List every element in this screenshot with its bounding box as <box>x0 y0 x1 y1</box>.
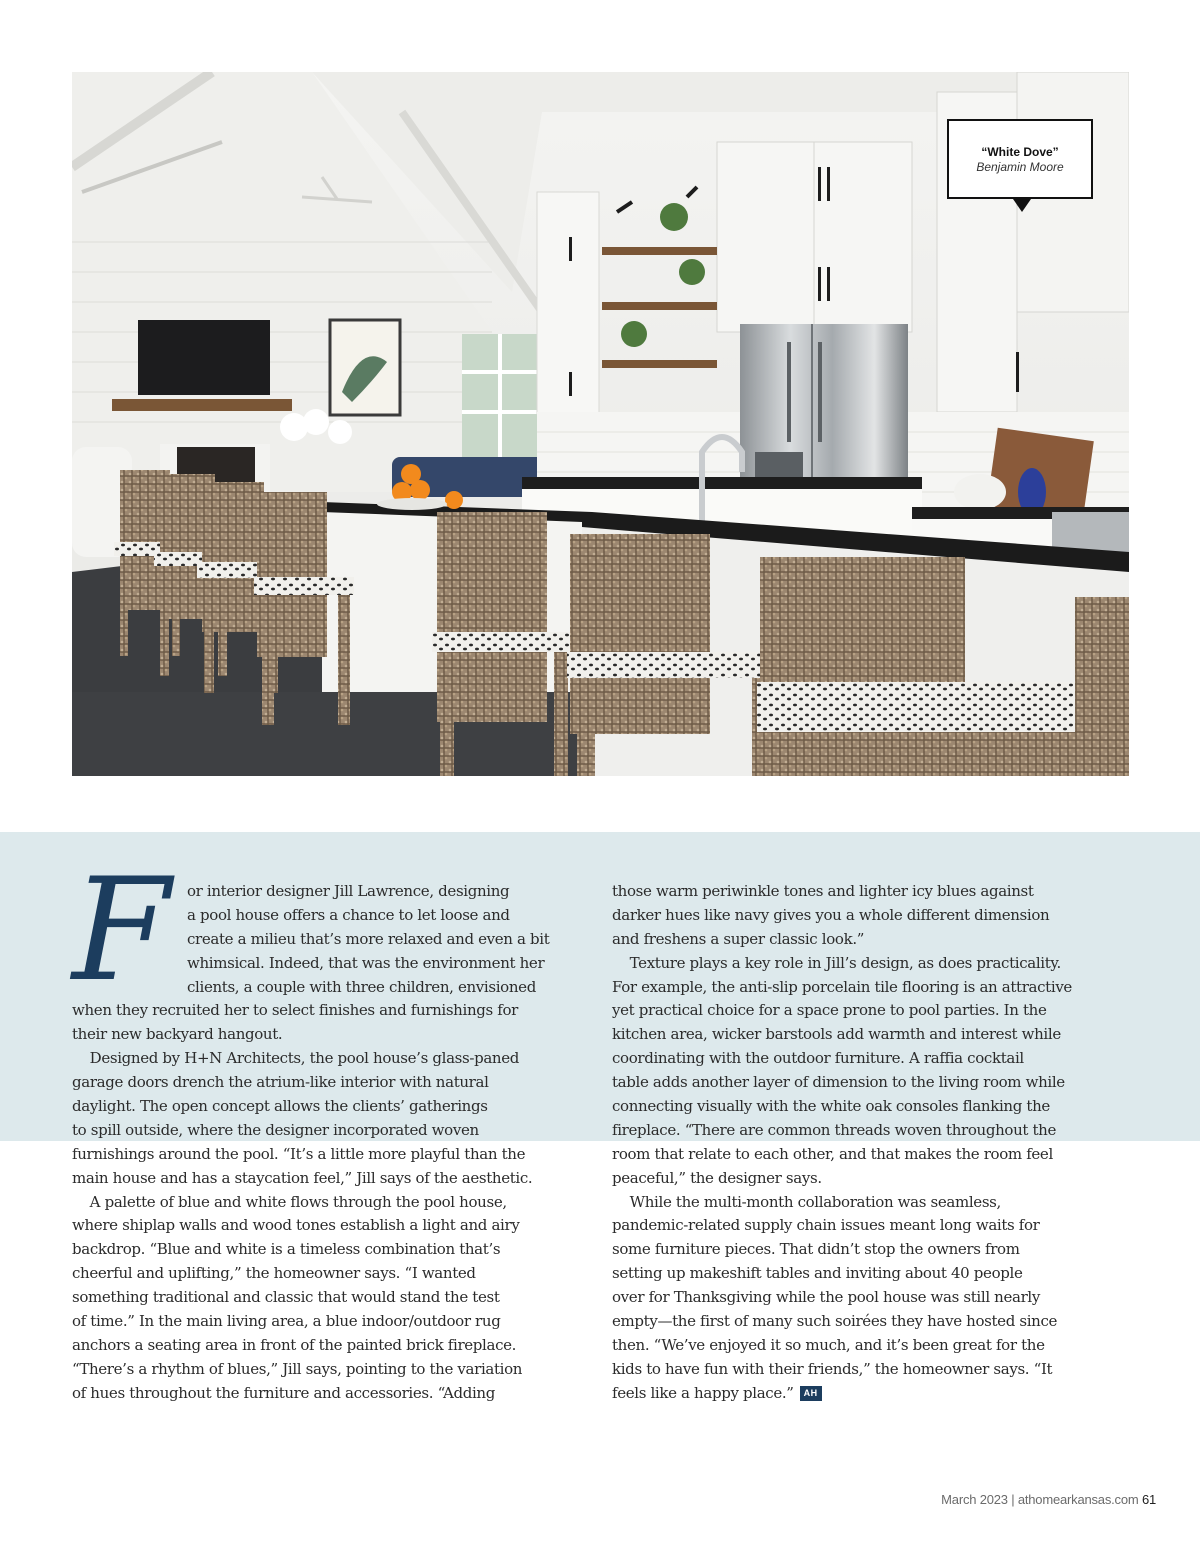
article-line: then. “We’ve enjoyed it so much, and it’s been great for the <box>612 1335 1045 1354</box>
article-line: to spill outside, where the designer incorporated woven <box>72 1120 479 1139</box>
article-line: backdrop. “Blue and white is a timeless combination that’s <box>72 1240 501 1259</box>
article-line: pandemic-related supply chain issues meant long waits for <box>612 1216 1040 1235</box>
article-line: While the multi-month collaboration was seamless, <box>612 1192 1001 1211</box>
article-line: when they recruited her to select finishes and furnishings for <box>72 1001 518 1020</box>
paint-brand: Benjamin Moore <box>976 160 1064 174</box>
article-line: cheerful and uplifting,” the homeowner says. “I wanted <box>72 1264 476 1283</box>
article-line: coordinating with the outdoor furniture. A raffia cocktail <box>612 1049 1024 1068</box>
article-line: anchors a seating area in front of the painted brick fireplace. <box>72 1335 517 1354</box>
article-line: Designed by H+N Architects, the pool house’s glass-paned <box>72 1049 520 1068</box>
article-line: daylight. The open concept allows the clients’ gatherings <box>72 1097 488 1116</box>
article-line: setting up makeshift tables and inviting about 40 people <box>612 1264 1023 1283</box>
article-line: a pool house offers a chance to let loose and <box>187 905 510 924</box>
article-line: garage doors drench the atrium-like interior with natural <box>72 1073 489 1092</box>
article-line: create a milieu that’s more relaxed and even a bit <box>187 929 550 948</box>
paint-color-name: “White Dove” <box>981 145 1059 159</box>
article-line: those warm periwinkle tones and lighter icy blues against <box>612 882 1034 900</box>
article-line: furnishings around the pool. “It’s a little more playful than the <box>72 1144 526 1163</box>
article-line: and freshens a super classic look.” <box>612 929 865 948</box>
article-line: fireplace. “There are common threads woven throughout the <box>612 1120 1056 1139</box>
drop-cap: F <box>72 848 171 1013</box>
article-line: For example, the anti-slip porcelain tile flooring is an attractive <box>612 977 1072 996</box>
article-line-last <box>612 1382 1130 1406</box>
article-line: table adds another layer of dimension to the living room while <box>612 1073 1065 1092</box>
callout-pointer <box>1013 199 1031 212</box>
article-line: peaceful,” the designer says. <box>612 1168 822 1187</box>
article-line: where shiplap walls and wood tones establish a light and airy <box>72 1216 520 1235</box>
article-column-left <box>72 880 590 1406</box>
article-line: main house and has a staycation feel,” Jill says of the aesthetic. <box>72 1168 533 1187</box>
article-line: kitchen area, wicker barstools add warmth and interest while <box>612 1025 1061 1044</box>
page-number: 61 <box>1141 1492 1156 1507</box>
article-line: some furniture pieces. That didn’t stop the owners from <box>612 1240 1020 1259</box>
article-line: of time.” In the main living area, a blue indoor/outdoor rug <box>72 1312 501 1331</box>
article-line-text: feels like a happy place.” <box>612 1383 794 1402</box>
article-line: connecting visually with the white oak consoles flanking the <box>612 1097 1050 1116</box>
end-mark-badge: AH <box>800 1386 822 1401</box>
article-line: yet practical choice for a space prone to pool parties. In the <box>612 1001 1047 1020</box>
article-line: Texture plays a key role in Jill’s design, as does practicality. <box>612 953 1061 972</box>
article-line: whimsical. Indeed, that was the environment her <box>187 953 545 972</box>
article-line: something traditional and classic that would stand the test <box>72 1288 500 1307</box>
article-line: over for Thanksgiving while the pool house was still nearly <box>612 1288 1041 1307</box>
article-line: or interior designer Jill Lawrence, designing <box>187 882 510 900</box>
article-line: A palette of blue and white flows through the pool house, <box>72 1192 507 1211</box>
article-line: their new backyard hangout. <box>72 1025 283 1044</box>
article-line: room that relate to each other, and that makes the room feel <box>612 1144 1053 1163</box>
page-folio <box>941 1492 1156 1507</box>
article-line: clients, a couple with three children, envisioned <box>187 977 536 996</box>
folio-text: March 2023 | athomearkansas.com <box>941 1492 1139 1507</box>
paint-color-callout <box>947 119 1093 199</box>
article-line: empty—the first of many such soirées they have hosted since <box>612 1312 1058 1331</box>
article-line: darker hues like navy gives you a whole different dimension <box>612 905 1050 924</box>
article-line: of hues throughout the furniture and accessories. “Adding <box>72 1383 495 1402</box>
article-line: kids to have fun with their friends,” the homeowner says. “It <box>612 1359 1053 1378</box>
article-column-right <box>612 880 1130 1406</box>
article-line: “There’s a rhythm of blues,” Jill says, pointing to the variation <box>72 1359 523 1378</box>
